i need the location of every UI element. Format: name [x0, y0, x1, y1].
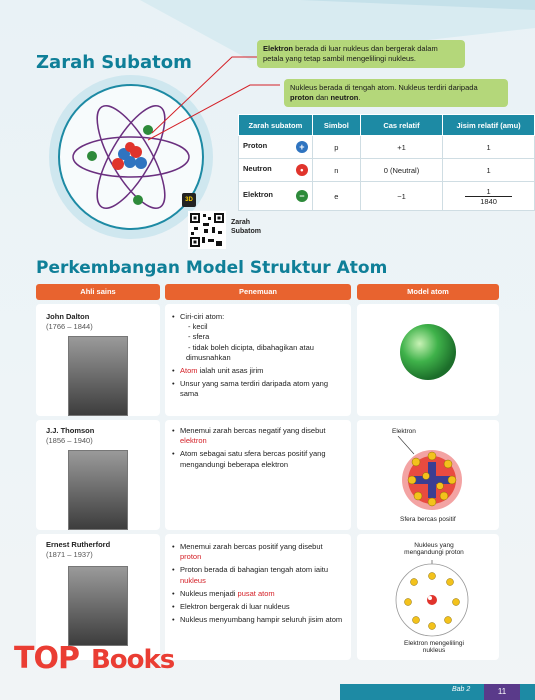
- table-cell: 1: [443, 159, 535, 182]
- section-title-subatomic: Zarah Subatom: [36, 52, 192, 73]
- nucleus-callout: Nukleus berada di tengah atom. Nukleus terdiri daripada proton dan neutron.: [284, 79, 508, 107]
- list-item: • Ciri-ciri atom: - kecil - sfera - tidak boleh dicipta, dibahagikan atau dimusnahkan: [172, 312, 344, 363]
- table-header: Zarah subatom: [239, 115, 313, 136]
- thomson-plum-pudding-model: [392, 436, 472, 516]
- list-item: • Proton berada di bahagian tengah atom iaitu nukleus: [172, 565, 344, 585]
- table-cell: +1: [360, 136, 442, 159]
- subatomic-table: [238, 114, 535, 211]
- chapter-label: Bab 2: [452, 686, 471, 693]
- table-row: [239, 182, 535, 211]
- proton-label: Proton: [243, 141, 268, 150]
- table-cell: p: [312, 136, 360, 159]
- table-row: [239, 136, 535, 159]
- thomson-portrait: [68, 450, 128, 530]
- electron-label: Elektron: [243, 190, 274, 199]
- list-item: • Nukleus menyumbang hampir seluruh jisim atom: [172, 615, 344, 625]
- table-cell: −1: [360, 182, 442, 211]
- list-item: • Menemui zarah bercas negatif yang disebut elektron: [172, 426, 344, 446]
- list-item: • Unsur yang sama terdiri daripada atom yang sama: [172, 379, 344, 399]
- rutherford-nucleus-label: Nukleus yang mengandungi proton: [404, 542, 464, 556]
- rutherford-electron-label: Elektron mengelilingi nukleus: [404, 640, 464, 654]
- table-cell: e: [312, 182, 360, 211]
- scientist-name: J.J. Thomson: [46, 426, 95, 435]
- scientist-years: (1856 – 1940): [46, 436, 93, 445]
- qr-label: Zarah Subatom: [231, 219, 261, 235]
- table-header: Jisim relatif (amu): [443, 115, 535, 136]
- table-header: Simbol: [312, 115, 360, 136]
- column-header-atom-model: Model atom: [357, 284, 499, 300]
- proton-icon: +: [296, 141, 308, 153]
- rutherford-discoveries: [172, 542, 344, 628]
- dalton-sphere-model: [398, 322, 458, 382]
- rutherford-portrait: [68, 566, 128, 646]
- scientist-name: John Dalton: [46, 312, 90, 321]
- column-header-scientist: Ahli sains: [36, 284, 160, 300]
- rutherford-nuclear-model: [392, 560, 472, 638]
- neutron-icon: •: [296, 164, 308, 176]
- table-cell: 1: [443, 136, 535, 159]
- list-item: • Elektron bergerak di luar nukleus: [172, 602, 344, 612]
- table-cell: n: [312, 159, 360, 182]
- list-item: • Nukleus menjadi pusat atom: [172, 589, 344, 599]
- 3d-badge-icon[interactable]: 3D: [182, 193, 196, 207]
- electron-icon: −: [296, 190, 308, 202]
- dalton-portrait: [68, 336, 128, 416]
- section-title-atom-models: Perkembangan Model Struktur Atom: [36, 258, 388, 278]
- list-item: • Atom sebagai satu sfera bercas positif yang mengandungi beberapa elektron: [172, 449, 344, 469]
- page-number: 11: [484, 684, 520, 700]
- scientist-name: Ernest Rutherford: [46, 540, 111, 549]
- list-item: • Menemui zarah bercas positif yang disebut proton: [172, 542, 344, 562]
- fraction-numerator: 1: [486, 186, 491, 196]
- thomson-sphere-label: Sfera bercas positif: [400, 516, 456, 523]
- topbooks-watermark: TOP Books: [14, 641, 175, 676]
- dalton-discoveries: [172, 312, 344, 403]
- electron-callout: Elektron berada di luar nukleus dan bergerak dalam petala yang tetap sambil mengelilingi nukleus.: [257, 40, 465, 68]
- thomson-electron-label: Elektron: [392, 428, 416, 435]
- table-header: Cas relatif: [360, 115, 442, 136]
- scientist-years: (1766 – 1844): [46, 322, 93, 331]
- fraction-denominator: 1840: [465, 196, 512, 206]
- qr-code-icon[interactable]: [188, 211, 226, 249]
- table-row: [239, 159, 535, 182]
- thomson-discoveries: [172, 426, 344, 473]
- electron-mass-fraction: [443, 182, 535, 211]
- table-cell: 0 (Neutral): [360, 159, 442, 182]
- column-header-discovery: Penemuan: [165, 284, 351, 300]
- list-item: • Atom ialah unit asas jirim: [172, 366, 344, 376]
- neutron-label: Neutron: [243, 164, 272, 173]
- scientist-years: (1871 – 1937): [46, 550, 93, 559]
